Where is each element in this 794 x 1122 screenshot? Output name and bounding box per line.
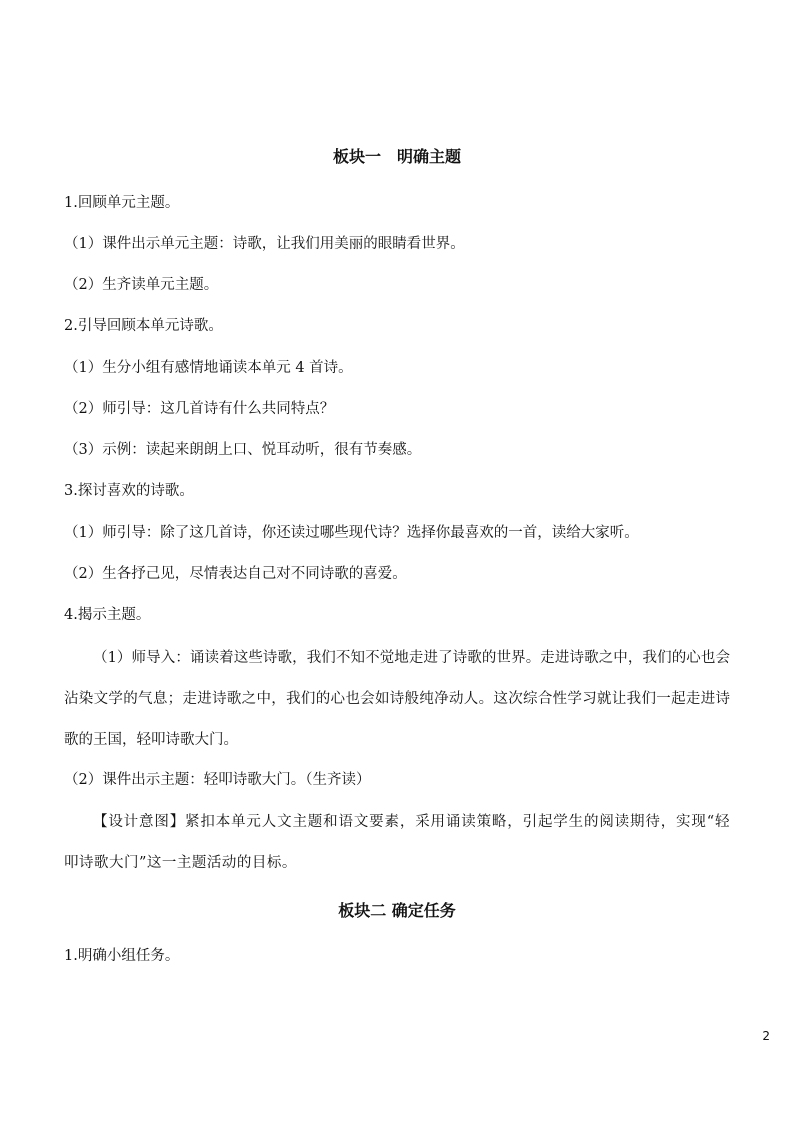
- list-item: （1）师引导：除了这几首诗，你还读过哪些现代诗？选择你最喜欢的一首，读给大家听。: [64, 525, 639, 541]
- list-item: 2.引导回顾本单元诗歌。: [64, 318, 223, 334]
- paragraph-introduction: （1）师导入：诵读着这些诗歌，我们不知不觉地走进了诗歌的世界。走进诗歌之中，我们的心也会沾染文学的气息；走进诗歌之中，我们的心也会如诗般纯净动人。这次综合性学习就让我们一起走进诗歌的王国，轻叩诗歌大门。: [64, 650, 730, 748]
- list-item: （2）生齐读单元主题。: [64, 277, 219, 293]
- section-1-title: 板块一 明确主题: [332, 147, 461, 166]
- section-2-title: 板块二 确定任务: [338, 901, 456, 920]
- list-item: （2）课件出示主题：轻叩诗歌大门。（生齐读）: [64, 772, 371, 788]
- page-number: 2: [762, 1029, 770, 1043]
- list-item: 1.回顾单元主题。: [64, 195, 180, 211]
- list-item: （2）生各抒己见，尽情表达自己对不同诗歌的喜爱。: [64, 566, 407, 582]
- list-item: 1.明确小组任务。: [64, 948, 180, 964]
- list-item: （2）师引导：这几首诗有什么共同特点？: [64, 401, 335, 417]
- list-item: （1）生分小组有感情地诵读本单元 4 首诗。: [64, 360, 353, 376]
- list-item: （1）课件出示单元主题：诗歌，让我们用美丽的眼睛看世界。: [64, 236, 465, 252]
- list-item: 4.揭示主题。: [64, 607, 151, 623]
- list-item: 3.探讨喜欢的诗歌。: [64, 483, 194, 499]
- list-item: （3）示例：读起来朗朗上口、悦耳动听，很有节奏感。: [64, 442, 422, 458]
- design-intent: 【设计意图】紧扣本单元人文主题和语文要素，采用诵读策略，引起学生的阅读期待，实现“轻叩诗歌大门”这一主题活动的目标。: [64, 814, 730, 871]
